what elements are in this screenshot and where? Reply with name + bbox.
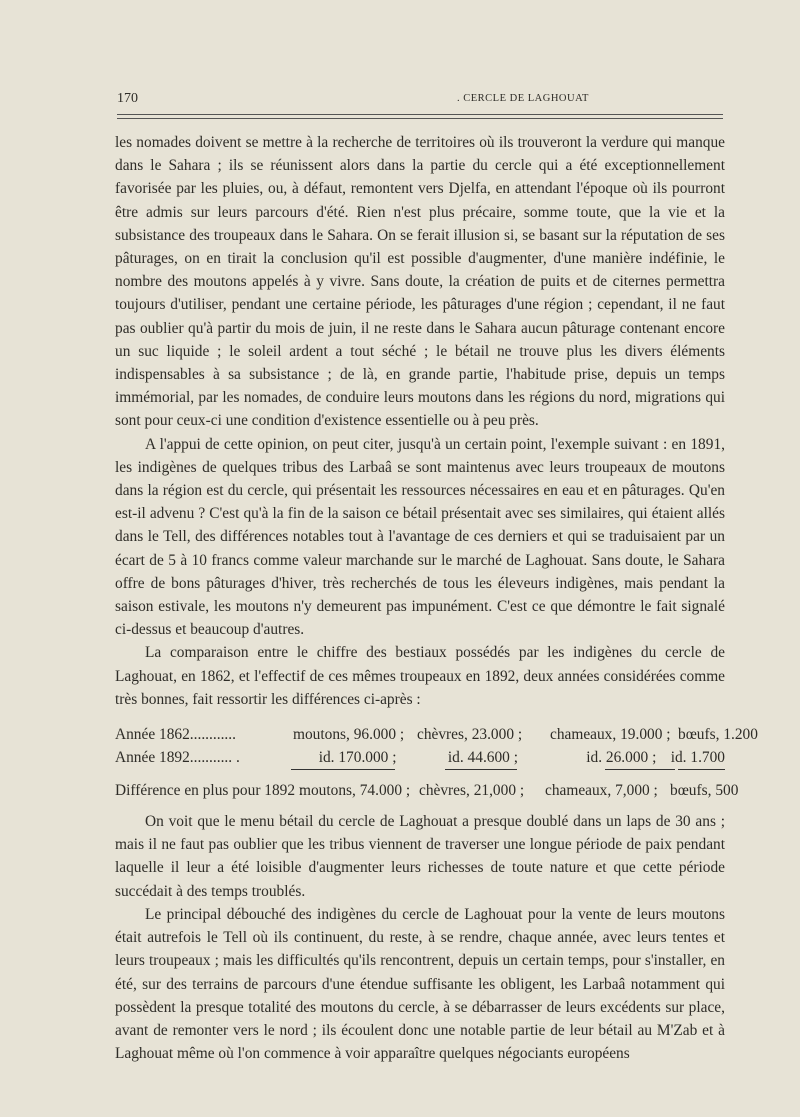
cell-chameaux: chameaux, 19.000 ; <box>550 726 671 744</box>
rule-chevres <box>445 769 517 770</box>
cell-chevres: chèvres, 23.000 ; <box>417 726 523 744</box>
paragraph-2: A l'appui de cette opinion, on peut citer, jusqu'à un certain point, l'exemple suivant : en 1891, les indigènes de quelques tribus des Larbaâ se sont maintenus avec leurs troupeaux de moutons dans la région est du cercle, qui présentait les ressources nécessaires en eau et en pâturages. Qu'en est-il advenu ? C'est qu'à la fin de la saison ce bétail présentait avec ses similaires, qui étaient allés dans le Tell, des différences notables tout à l'avantage de ces derniers et qui se traduisaient par un écart de 5 à 10 francs comme valeur marchande sur le marché de Laghouat. Sans doute, le Sahara offre de bons pâturages d'hiver, très recherchés de tous les éleveurs indigènes, mais pendant la saison estivale, les moutons n'y demeurent pas impunément. C'est ce que démontre le fait signalé ci-dessus et beaucoup d'autres. <box>115 435 725 639</box>
running-title: . CERCLE DE LAGHOUAT <box>457 93 589 104</box>
body-text <box>115 131 758 1065</box>
cell-moutons: moutons, 74.000 ; <box>299 782 411 800</box>
paragraph-4: On voit que le menu bétail du cercle de Laghouat a presque doublé dans un laps de 30 ans ; mais il ne faut pas oublier que les tribus viennent de traverser une longue période de paix pendant laquelle il leur a été loisible d'augmenter leurs richesses de toute nature et que cette période succédait à des temps troublés. <box>115 813 725 900</box>
rule-moutons <box>291 769 395 770</box>
cell-boeufs: id. 1.700 <box>670 749 725 767</box>
header-rule <box>117 114 723 119</box>
cell-chameaux: chameaux, 7,000 ; <box>545 782 658 800</box>
table-row-difference <box>115 779 739 802</box>
paragraph-5: Le principal débouché des indigènes du cercle de Laghouat pour la vente de leurs moutons était autrefois le Tell où ils continuent, du reste, à se rendre, chaque année, avec leurs tentes et leurs troupeaux ; mais les difficultés qu'ils rencontrent, depuis un certain temps, pour s'installer, en été, sur des terrains de parcours d'une étendue suffisante les obligent, les Larbaâ notamment qui possèdent la presque totalité des moutons du cercle, à se débarrasser de leurs excédents sur place, avant de remonter vers le nord ; ils écoulent donc une notable partie de leur bétail au M'Zab et à Laghouat même où l'on commence à voir apparaître quelques négociants européens <box>115 905 725 1063</box>
row-label: Année 1892........... . <box>115 749 240 767</box>
table-row-1862 <box>115 723 758 746</box>
cell-boeufs: bœufs, 500 <box>670 782 739 800</box>
table-row-1892 <box>115 746 725 769</box>
cell-chevres: chèvres, 21,000 ; <box>419 782 525 800</box>
row-label: Année 1862............ <box>115 726 236 744</box>
page-header <box>117 89 723 111</box>
rule-boeufs <box>678 769 725 770</box>
cell-chameaux: id. 26.000 ; <box>586 749 657 767</box>
cell-boeufs: bœufs, 1.200 <box>678 726 758 744</box>
page-number: 170 <box>117 91 138 106</box>
cell-moutons: id. 170.000 ; <box>318 749 397 767</box>
paragraph-1: les nomades doivent se mettre à la recherche de territoires où ils trouveront la verdure qui manque dans le Sahara ; ils se réunissent alors dans la partie du cercle qui a été exceptionnellement favorisée par les pluies, ou, à défaut, remontent vers Djelfa, en attendant l'époque où ils pourront être admis sur leurs parcours d'été. Rien n'est plus précaire, somme toute, que la vie et la subsistance des troupeaux dans le Sahara. On se ferait illusion si, se basant sur la réputation de ses pâturages, on en tirait la conclusion qu'il est possible d'augmenter, d'une manière indéfinie, le nombre des moutons appelés à y vivre. Sans doute, la création de puits et de citernes permettra toujours d'utiliser, pendant une certaine période, les pâturages d'une région ; cependant, il ne faut pas oublier qu'à partir du mois de juin, il ne reste dans le Sahara aucun pâturage contenant encore un suc liquide ; le soleil ardent a tout séché ; le bétail ne trouve plus les divers éléments indispensables à sa subsistance ; de là, en grande partie, l'habitude prise, depuis un temps immémorial, par les nomades, de conduire leurs moutons dans les régions du nord, migrations qui sont pour ceux-ci une condition d'existence essentielle ou à peu près. <box>115 134 725 430</box>
paragraph-3: La comparaison entre le chiffre des bestiaux possédés par les indigènes du cercle de Laghouat, en 1862, et l'effectif de ces mêmes troupeaux en 1892, deux années considérées comme très bonnes, fait ressortir les différences ci-après : <box>115 644 725 708</box>
rule-chameaux <box>605 769 675 770</box>
livestock-table <box>115 723 758 802</box>
sum-rules <box>115 769 725 773</box>
cell-moutons: moutons, 96.000 ; <box>293 726 405 744</box>
difference-label: Différence en plus pour 1892 : <box>115 782 304 800</box>
cell-chevres: id. 44.600 ; <box>447 749 519 767</box>
